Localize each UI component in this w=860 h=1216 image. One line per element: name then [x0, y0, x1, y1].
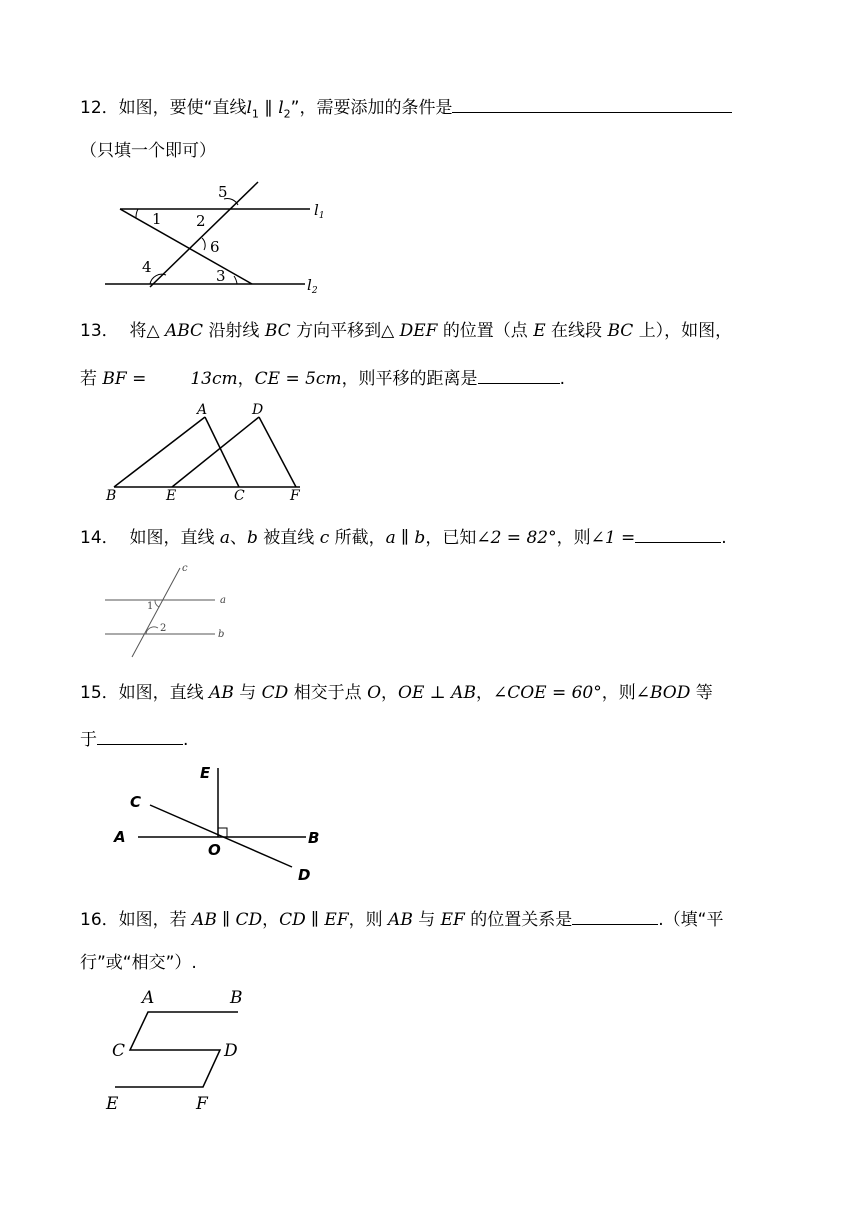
label-C: C [234, 488, 245, 504]
answer-blank[interactable] [452, 94, 732, 113]
label-E: E [200, 764, 211, 782]
label-a: a [220, 595, 226, 606]
label-C: C [130, 793, 142, 811]
answer-blank[interactable] [572, 906, 658, 925]
q16-figure [100, 985, 260, 1115]
question-number: 14． [80, 528, 119, 548]
q15-line1: 15．如图，直线 AB 与 CD 相交于点 O，OE ⊥ AB，∠COE = 60°，则∠BOD 等 [80, 683, 713, 703]
label-5: 5 [218, 183, 228, 201]
q13-figure [100, 400, 320, 505]
label-O: O [208, 841, 221, 859]
label-D: D [252, 402, 264, 418]
q14-figure [100, 562, 240, 662]
label-l2: $l_2$ [307, 276, 318, 296]
label-D: D [224, 1041, 238, 1061]
label-E: E [166, 488, 177, 504]
q15-line2: 于 . [80, 726, 188, 751]
question-number: 16． [80, 910, 119, 930]
label-B: B [106, 488, 117, 504]
question-number: 13． [80, 321, 119, 341]
q13-line2: 若 BF = 13cm，CE = 5cm，则平移的距离是 . [80, 365, 565, 390]
q12-line1: 12．如图，要使“直线$l_1$ ∥ $l_2$”，需要添加的条件是 [80, 94, 732, 125]
question-number: 15． [80, 683, 119, 703]
q14-line1: 14． 如图，直线 a、b 被直线 c 所截，a ∥ b，已知∠2 = 82°，则∠1 = . [80, 524, 727, 549]
answer-blank[interactable] [478, 365, 560, 384]
label-B: B [230, 988, 243, 1008]
label-E: E [106, 1094, 119, 1114]
answer-blank[interactable] [97, 726, 183, 745]
q16-line2: 行”或“相交”）. [80, 953, 197, 973]
label-F: F [290, 488, 300, 504]
label-A: A [197, 402, 208, 418]
q13-line1: 13． 将△ ABC 沿射线 BC 方向平移到△ DEF 的位置（点 E 在线段 BC 上），如图， [80, 321, 733, 341]
label-2: 2 [196, 212, 206, 230]
label-F: F [196, 1094, 208, 1114]
label-C: C [112, 1041, 126, 1061]
label-6: 6 [210, 238, 220, 256]
label-b: b [218, 629, 225, 640]
label-A: A [114, 828, 126, 846]
q12-figure [100, 175, 340, 300]
label-B: B [308, 829, 320, 847]
label-1: 1 [147, 601, 154, 612]
answer-blank[interactable] [635, 524, 721, 543]
label-A: A [142, 988, 155, 1008]
label-D: D [298, 866, 311, 884]
question-number: 12． [80, 98, 119, 118]
label-2: 2 [160, 623, 167, 634]
label-4: 4 [142, 258, 152, 276]
q16-line1: 16．如图，若 AB ∥ CD，CD ∥ EF，则 AB 与 EF 的位置关系是 .（填“平 [80, 906, 723, 931]
label-3: 3 [216, 267, 226, 285]
label-1: 1 [152, 210, 162, 228]
label-c: c [182, 563, 188, 574]
label-l1: $l_1$ [314, 201, 325, 221]
q12-line2: （只填一个即可） [80, 141, 216, 161]
q15-figure [110, 760, 340, 885]
